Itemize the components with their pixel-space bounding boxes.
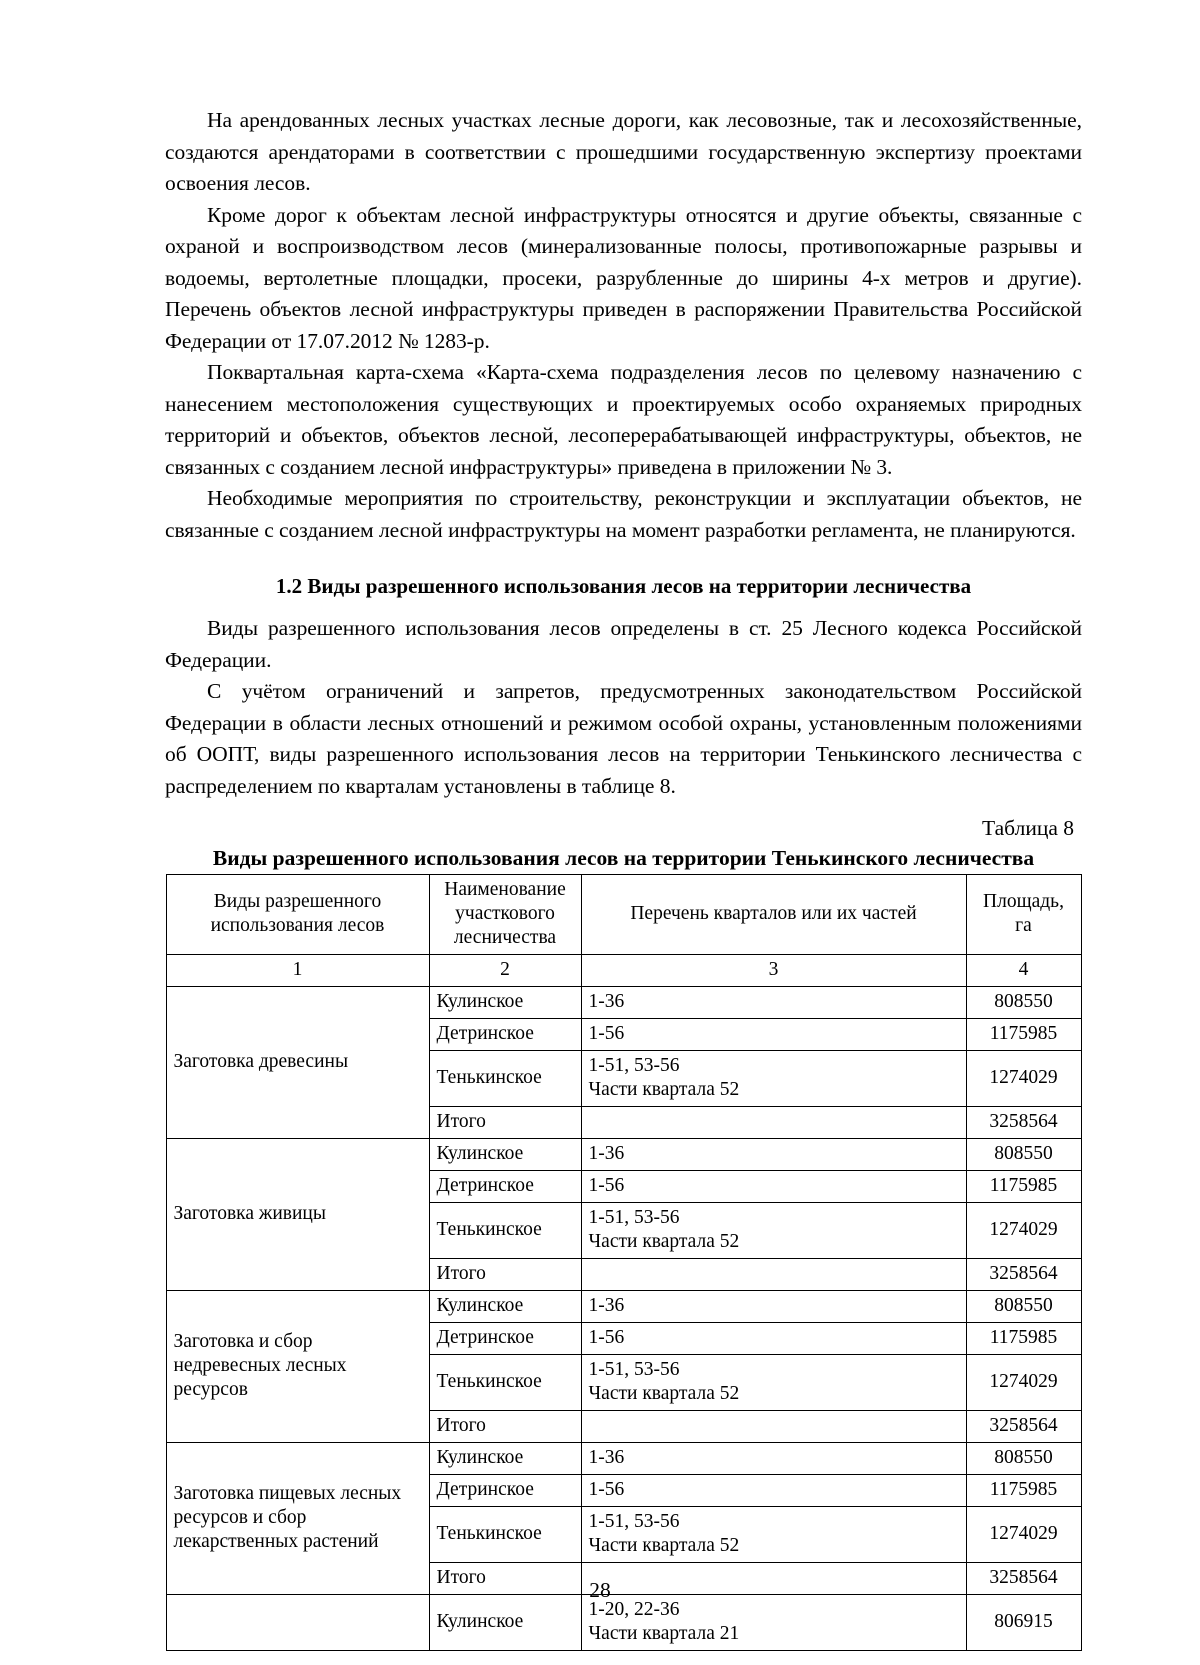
- paragraph-4: Необходимые мероприятия по строительству, реконструкции и эксплуатации объектов, не связанные с созданием лесной инфраструктуры на момент разработки регламента, не планируются.: [165, 486, 1082, 542]
- cell-total-area: 3258564: [966, 1107, 1081, 1139]
- cell-quarters: 1-51, 53-56 Части квартала 52: [581, 1203, 966, 1259]
- cell-district-name: Тенькинское: [429, 1507, 581, 1563]
- cell-total-quarters-blank: [581, 1259, 966, 1291]
- cell-quarters: 1-20, 22-36 Части квартала 21: [581, 1595, 966, 1651]
- cell-district-name: Детринское: [429, 1475, 581, 1507]
- cell-total-area: 3258564: [966, 1259, 1081, 1291]
- column-number-2: 2: [429, 955, 581, 987]
- header-quarters-list: Перечень кварталов или их частей: [581, 875, 966, 955]
- cell-district-name: Детринское: [429, 1019, 581, 1051]
- permitted-forest-use-table: [166, 874, 1082, 1651]
- cell-district-name: Детринское: [429, 1323, 581, 1355]
- cell-quarters: 1-36: [581, 1291, 966, 1323]
- cell-use-type: Заготовка древесины: [166, 987, 429, 1139]
- cell-district-name: Кулинское: [429, 1595, 581, 1651]
- column-number-1: 1: [166, 955, 429, 987]
- cell-area: 808550: [966, 987, 1081, 1019]
- table-head: [166, 875, 1081, 987]
- cell-area: 1274029: [966, 1355, 1081, 1411]
- table-body: [166, 987, 1081, 1651]
- cell-quarters: 1-56: [581, 1019, 966, 1051]
- cell-district-name: Тенькинское: [429, 1355, 581, 1411]
- table-header-row: [166, 875, 1081, 955]
- cell-quarters: 1-56: [581, 1323, 966, 1355]
- cell-area: 1274029: [966, 1203, 1081, 1259]
- cell-area: 1274029: [966, 1507, 1081, 1563]
- cell-quarters: 1-36: [581, 1443, 966, 1475]
- cell-area: 1274029: [966, 1051, 1081, 1107]
- header-district-name: Наименование участкового лесничества: [429, 875, 581, 955]
- paragraph-2: Кроме дорог к объектам лесной инфраструктуры относятся и другие объекты, связанные с охраной и воспроизводством лесов (минерализованные полосы, противопожарные разрывы и водоемы, вертолетные площадки, просеки, разрубленные до ширины 4-х метров и другие). Перечень объектов лесной инфраструктуры приведен в распоряжении Правительства Российской Федерации от 17.07.2012 № 1283-р.: [165, 202, 1082, 353]
- cell-area: 1175985: [966, 1323, 1081, 1355]
- cell-quarters: 1-56: [581, 1171, 966, 1203]
- table-row: [166, 987, 1081, 1019]
- table-row: [166, 1139, 1081, 1171]
- page-number: 28: [589, 1578, 611, 1602]
- cell-total-area: 3258564: [966, 1411, 1081, 1443]
- cell-area: 1175985: [966, 1171, 1081, 1203]
- cell-use-type: Заготовка живицы: [166, 1139, 429, 1291]
- column-number-4: 4: [966, 955, 1081, 987]
- column-number-3: 3: [581, 955, 966, 987]
- cell-district-name: Кулинское: [429, 1291, 581, 1323]
- cell-area: 808550: [966, 1139, 1081, 1171]
- cell-total-label: Итого: [429, 1259, 581, 1291]
- cell-area: 806915: [966, 1595, 1081, 1651]
- section-heading: 1.2 Виды разрешенного использования лесов на территории лесничества: [275, 574, 972, 598]
- table-caption: Виды разрешенного использования лесов на территории Тенькинского лесничества: [212, 846, 1035, 870]
- cell-use-type: Заготовка и сбор недревесных лесных ресурсов: [166, 1291, 429, 1443]
- header-use-type: Виды разрешенного использования лесов: [166, 875, 429, 955]
- cell-total-quarters-blank: [581, 1107, 966, 1139]
- table-row: [166, 1291, 1081, 1323]
- cell-quarters: 1-36: [581, 987, 966, 1019]
- cell-quarters: 1-51, 53-56 Части квартала 52: [581, 1507, 966, 1563]
- paragraph-3: Поквартальная карта-схема «Карта-схема подразделения лесов по целевому назначению с нанесением местоположения существующих и проектируемых особо охраняемых природных территорий и объектов, объектов лесной, лесоперерабатывающей инфраструктуры, объектов, не связанных с созданием лесной инфраструктуры» приведена в приложении № 3.: [165, 360, 1082, 479]
- cell-use-type: Заготовка пищевых лесных ресурсов и сбор лекарственных растений: [166, 1443, 429, 1595]
- cell-quarters: 1-51, 53-56 Части квартала 52: [581, 1355, 966, 1411]
- cell-area: 808550: [966, 1291, 1081, 1323]
- cell-district-name: Тенькинское: [429, 1203, 581, 1259]
- cell-quarters: 1-56: [581, 1475, 966, 1507]
- cell-total-label: Итого: [429, 1107, 581, 1139]
- cell-district-name: Кулинское: [429, 1443, 581, 1475]
- cell-total-quarters-blank: [581, 1411, 966, 1443]
- cell-total-label: Итого: [429, 1563, 581, 1595]
- table-number-label: Таблица 8: [982, 816, 1074, 840]
- cell-district-name: Тенькинское: [429, 1051, 581, 1107]
- cell-district-name: Детринское: [429, 1171, 581, 1203]
- paragraph-1: На арендованных лесных участках лесные дороги, как лесовозные, так и лесохозяйственные, создаются арендаторами в соответствии с прошедшими государственную экспертизу проектами освоения лесов.: [165, 108, 1082, 195]
- header-area: Площадь, га: [966, 875, 1081, 955]
- cell-district-name: Кулинское: [429, 987, 581, 1019]
- cell-area: 1175985: [966, 1475, 1081, 1507]
- cell-total-label: Итого: [429, 1411, 581, 1443]
- cell-total-area: 3258564: [966, 1563, 1081, 1595]
- cell-district-name: Кулинское: [429, 1139, 581, 1171]
- table-column-number-row: [166, 955, 1081, 987]
- section-paragraph-1: Виды разрешенного использования лесов определены в ст. 25 Лесного кодекса Российской Федерации.: [165, 616, 1082, 672]
- cell-area: 1175985: [966, 1019, 1081, 1051]
- cell-quarters: 1-36: [581, 1139, 966, 1171]
- table-row: [166, 1443, 1081, 1475]
- section-paragraph-2: С учётом ограничений и запретов, предусмотренных законодательством Российской Федерации в области лесных отношений и режимом особой охраны, установленным положениями об ООПТ, виды разрешенного использования лесов на территории Тенькинского лесничества с распределением по кварталам установлены в таблице 8.: [165, 679, 1082, 798]
- cell-area: 808550: [966, 1443, 1081, 1475]
- cell-quarters: 1-51, 53-56 Части квартала 52: [581, 1051, 966, 1107]
